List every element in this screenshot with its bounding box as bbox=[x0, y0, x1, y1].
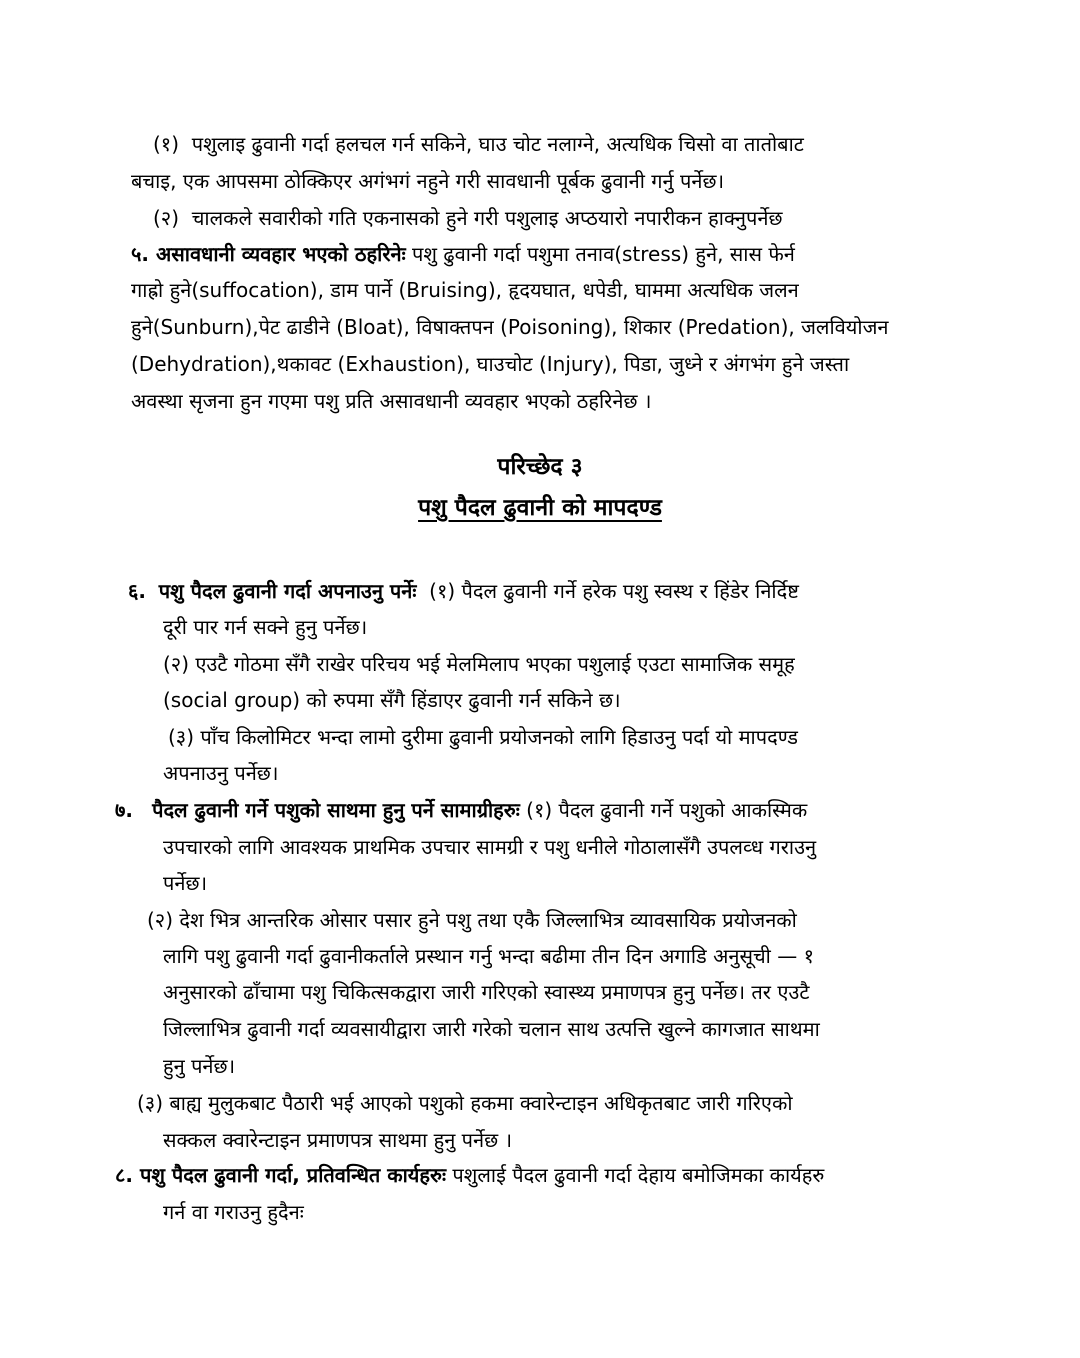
section-7-heading: पैदल ढुवानी गर्ने पशुको साथमा हुनु पर्ने सामाग्रीहरुः bbox=[152, 798, 520, 822]
chapter-title: परिच्छेद ३ bbox=[497, 454, 583, 480]
section-6-para-3-line-1: (३) पाँच किलोमिटर भन्दा लामो दुरीमा ढुवानी प्रयोजनको लागि हिडाउनु पर्दा यो मापदण्ड bbox=[168, 725, 798, 749]
section-7-para-2-line-5: हुनु पर्नेछ। bbox=[163, 1054, 236, 1078]
section-6-para-2-line-1: (२) एउटै गोठमा सँगै राखेर परिचय भई मेलमिलाप भएका पशुलाई एउटा सामाजिक समूह bbox=[163, 652, 795, 676]
intro-para-2-number: (२) bbox=[153, 206, 180, 230]
section-7-para-3-line-1: (३) बाह्य मुलुकबाट पैठारी भई आएको पशुको हकमा क्वारेन्टाइन अधिकृतबाट जारी गरिएको bbox=[137, 1091, 793, 1115]
section-8-heading: ८. पशु पैदल ढुवानी गर्दा, प्रतिवन्धित कार्यहरुः bbox=[115, 1163, 447, 1187]
chapter-subtitle-text: पशु पैदल ढुवानी को मापदण्ड bbox=[418, 495, 662, 521]
section-8-line-2: गर्न वा गराउनु हुदैनः bbox=[163, 1200, 304, 1224]
section-6-text-1: (१) पैदल ढुवानी गर्ने हरेक पशु स्वस्थ र हिंडेर निर्दिष्ट bbox=[429, 579, 799, 603]
section-6-para-3-line-2: अपनाउनु पर्नेछ। bbox=[163, 761, 279, 785]
section-6-heading: पशु पैदल ढुवानी गर्दा अपनाउनु पर्नेः bbox=[158, 579, 417, 603]
section-7-line-3: पर्नेछ। bbox=[163, 871, 208, 895]
section-7-para-2-line-3: अनुसारको ढाँचामा पशु चिकित्सकद्वारा जारी गरिएको स्वास्थ्य प्रमाणपत्र हुनु पर्नेछ। तर एउटै bbox=[163, 980, 810, 1004]
section-7-text-1: (१) पैदल ढुवानी गर्ने पशुको आकस्मिक bbox=[526, 798, 808, 822]
intro-para-2-text: चालकले सवारीको गति एकनासको हुने गरी पशुलाइ अप्ठयारो नपारीकन हाक्नुपर्नेछ bbox=[191, 206, 783, 230]
section-6-para-2-line-2: (social group) को रुपमा सँगै हिंडाएर ढुवानी गर्न सकिने छ। bbox=[163, 688, 621, 712]
chapter-subtitle bbox=[0, 491, 1080, 525]
section-5-line-4: (Dehydration),थकावट (Exhaustion), घाउचोट (Injury), पिडा, जुध्ने र अंगभंग हुने जस्ता bbox=[131, 352, 850, 376]
section-5-line-3: हुने(Sunburn),पेट ढाडीने (Bloat), विषाक्तपन (Poisoning), शिकार (Predation), जलवियोजन bbox=[131, 315, 889, 339]
intro-para-2 bbox=[153, 202, 783, 234]
section-7-number: ७. bbox=[115, 798, 133, 822]
section-7-line-2: उपचारको लागि आवश्यक प्राथमिक उपचार सामग्री र पशु धनीले गोठालासँगै उपलव्ध गराउनु bbox=[163, 835, 817, 859]
section-8-line-1 bbox=[115, 1159, 824, 1191]
section-6-number: ६. bbox=[128, 579, 146, 603]
section-5-heading: ५. असावधानी व्यवहार भएको ठहरिनेः bbox=[131, 242, 406, 266]
section-7-line-1 bbox=[115, 794, 807, 826]
intro-para-1-line-1 bbox=[153, 128, 804, 160]
section-6-line-2: दूरी पार गर्न सक्ने हुनु पर्नेछ। bbox=[163, 615, 368, 639]
intro-para-1-number: (१) bbox=[153, 132, 180, 156]
section-5-line-1 bbox=[131, 238, 795, 270]
section-7-para-3-line-2: सक्कल क्वारेन्टाइन प्रमाणपत्र साथमा हुनु पर्नेछ । bbox=[163, 1128, 513, 1152]
section-6-line-1 bbox=[128, 575, 799, 607]
section-7-para-2-line-4: जिल्लाभित्र ढुवानी गर्दा व्यवसायीद्वारा जारी गरेको चलान साथ उत्पत्ति खुल्ने कागजात साथमा bbox=[163, 1017, 820, 1041]
section-7-para-2-line-1: (२) देश भित्र आन्तरिक ओसार पसार हुने पशु तथा एकै जिल्लाभित्र व्यावसायिक प्रयोजनको bbox=[147, 908, 797, 932]
intro-para-1-text: पशुलाइ ढुवानी गर्दा हलचल गर्न सकिने, घाउ चोट नलाग्ने, अत्यधिक चिसो वा तातोबाट bbox=[191, 132, 804, 156]
section-5-line-2: गाह्रो हुने(suffocation), डाम पार्ने (Bruising), हृदयघात, धपेडी, घाममा अत्यधिक जलन bbox=[131, 278, 799, 302]
section-5-line-5: अवस्था सृजना हुन गएमा पशु प्रति असावधानी व्यवहार भएको ठहरिनेछ । bbox=[131, 389, 652, 413]
intro-para-1-line-2: बचाइ, एक आपसमा ठोक्किएर अगंभगं नहुने गरी सावधानी पूर्बक ढुवानी गर्नु पर्नेछ। bbox=[131, 169, 725, 193]
section-8-text-1: पशुलाई पैदल ढुवानी गर्दा देहाय बमोजिमका कार्यहरु bbox=[452, 1163, 825, 1187]
section-5-text-1: पशु ढुवानी गर्दा पशुमा तनाव(stress) हुने, सास फेर्न bbox=[412, 242, 795, 266]
section-7-para-2-line-2: लागि पशु ढुवानी गर्दा ढुवानीकर्ताले प्रस्थान गर्नु भन्दा बढीमा तीन दिन अगाडि अनुसूची — १ bbox=[163, 944, 814, 968]
